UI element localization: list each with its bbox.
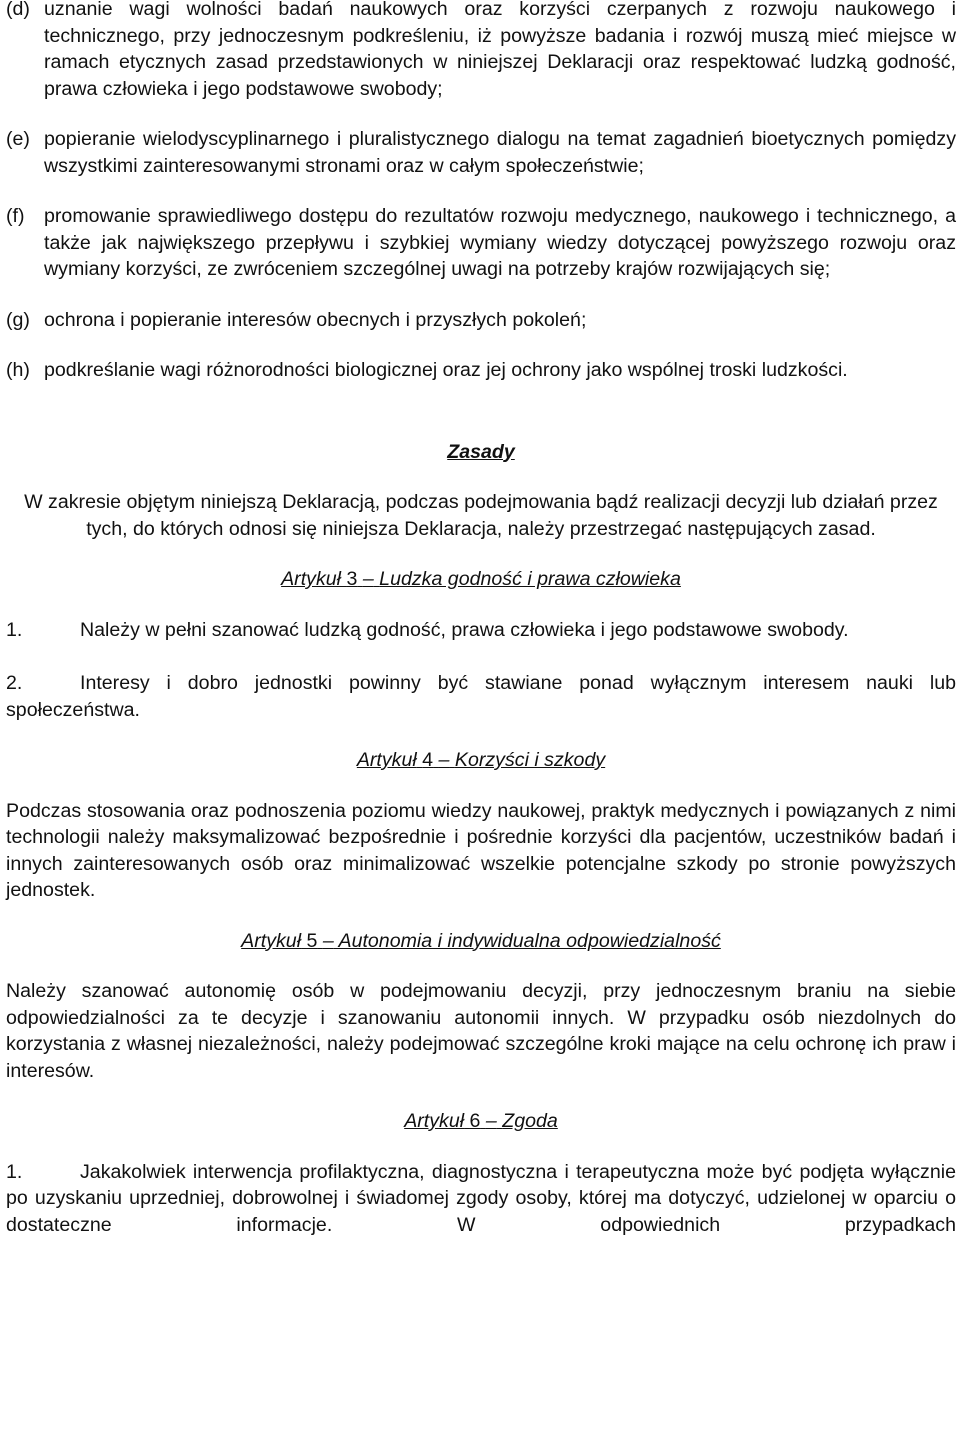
list-item	[6, 357, 956, 384]
article-4-heading	[6, 747, 956, 774]
list-item-text: popieranie wielodyscyplinarnego i pluralistycznego dialogu na temat zagadnień bioetycznych pomiędzy wszystkimi zainteresowanymi stronami oraz w całym społeczeństwie;	[44, 128, 956, 177]
list-item	[6, 203, 956, 283]
list-item-label: (e)	[6, 128, 30, 150]
list-item-text: promowanie sprawiedliwego dostępu do rezultatów rozwoju medycznego, naukowego i technicznego, a także jak największego przepływu i szybkiej wymiany wiedzy dotyczącej powyższego rozwoju oraz wymiany korzyści, ze zwróceniem szczególnej uwagi na potrzeby krajów rozwijających się;	[44, 205, 956, 280]
article-word: Artykuł	[241, 929, 302, 952]
list-item	[6, 0, 956, 102]
paragraph-text: Jakakolwiek interwencja profilaktyczna, diagnostyczna i terapeutyczna może być podjęta wyłącznie po uzyskaniu uprzedniej, dobrowolnej i świadomej zgody osoby, której ma dotyczyć, udzielonej w oparciu o dostateczne informacje. W odpowiednich przypadkach	[6, 1160, 956, 1236]
document-page	[6, 0, 956, 1238]
list-item-text: podkreślanie wagi różnorodności biologicznej oraz jej ochrony jako wspólnej troski ludzkości.	[44, 359, 848, 381]
list-item-label: (d)	[6, 0, 30, 20]
article-word: Artykuł	[404, 1110, 465, 1132]
article-word: Artykuł	[281, 568, 341, 590]
section-intro: W zakresie objętym niniejszą Deklaracją, podczas podejmowania bądź realizacji decyzji lub działań przez tych, do których odnosi się niniejsza Deklaracja, należy przestrzegać następujących zasad.	[24, 491, 938, 540]
article-number: 4	[422, 749, 434, 771]
article-number: 3	[346, 568, 358, 590]
article-6-heading	[6, 1108, 956, 1135]
article-dash: –	[438, 749, 450, 771]
article-dash: –	[485, 1110, 497, 1132]
article-3-paragraph-2	[6, 670, 956, 723]
article-6-paragraph-1	[6, 1159, 956, 1239]
paragraph-number: 1.	[6, 618, 23, 641]
list-item-text: ochrona i popieranie interesów obecnych i przyszłych pokoleń;	[44, 308, 587, 331]
article-number: 6	[469, 1110, 481, 1132]
article-3-paragraph-1	[6, 617, 956, 644]
article-title: Zgoda	[502, 1110, 558, 1132]
objectives-list	[6, 0, 956, 384]
list-item-label: (f)	[6, 205, 25, 227]
article-word: Artykuł	[356, 749, 417, 771]
list-item	[6, 307, 956, 334]
article-5-heading	[6, 928, 956, 955]
article-dash: –	[322, 929, 334, 952]
list-item-label: (g)	[6, 308, 30, 331]
article-5-text: Należy szanować autonomię osób w podejmowaniu decyzji, przy jednoczesnym braniu na siebie odpowiedzialności za te decyzje i szanowaniu autonomii innych. W przypadku osób niezdolnych do korzystania z własnej niezależności, należy podejmować szczególne kroki mające na celu ochronę ich praw i interesów.	[6, 980, 956, 1082]
article-4-text: Podczas stosowania oraz podnoszenia poziomu wiedzy naukowej, praktyk medycznych i powiązanych z nimi technologii należy maksymalizować bezpośrednie i pośrednie korzyści dla pacjentów, uczestników badań i innych zainteresowanych osób oraz minimalizować wszelkie potencjalne szkody po stronie powyższych jednostek.	[6, 799, 956, 901]
article-3-heading	[6, 566, 956, 593]
paragraph-text: Należy w pełni szanować ludzką godność, prawa człowieka i jego podstawowe swobody.	[80, 618, 849, 641]
article-title: Ludzka godność i prawa człowieka	[379, 568, 681, 590]
article-title: Korzyści i szkody	[454, 749, 606, 771]
article-dash: –	[362, 568, 374, 590]
paragraph-number: 2.	[6, 672, 23, 694]
paragraph-number: 1.	[6, 1160, 23, 1183]
list-item-text: uznanie wagi wolności badań naukowych oraz korzyści czerpanych z rozwoju naukowego i technicznego, przy jednoczesnym podkreśleniu, iż powyższe badania i rozwój muszą mieć miejsce w ramach etycznych zasad przedstawionych w niniejszej Deklaracji oraz respektować ludzką godność, prawa człowieka i jego podstawowe swobody;	[44, 0, 956, 100]
section-heading: Zasady	[447, 440, 515, 463]
paragraph-text: Interesy i dobro jednostki powinny być stawiane ponad wyłącznym interesem nauki lub społeczeństwa.	[6, 672, 956, 721]
list-item-label: (h)	[6, 359, 30, 381]
list-item	[6, 126, 956, 179]
article-number: 5	[306, 929, 318, 952]
article-title: Autonomia i indywidualna odpowiedzialność	[338, 929, 721, 952]
